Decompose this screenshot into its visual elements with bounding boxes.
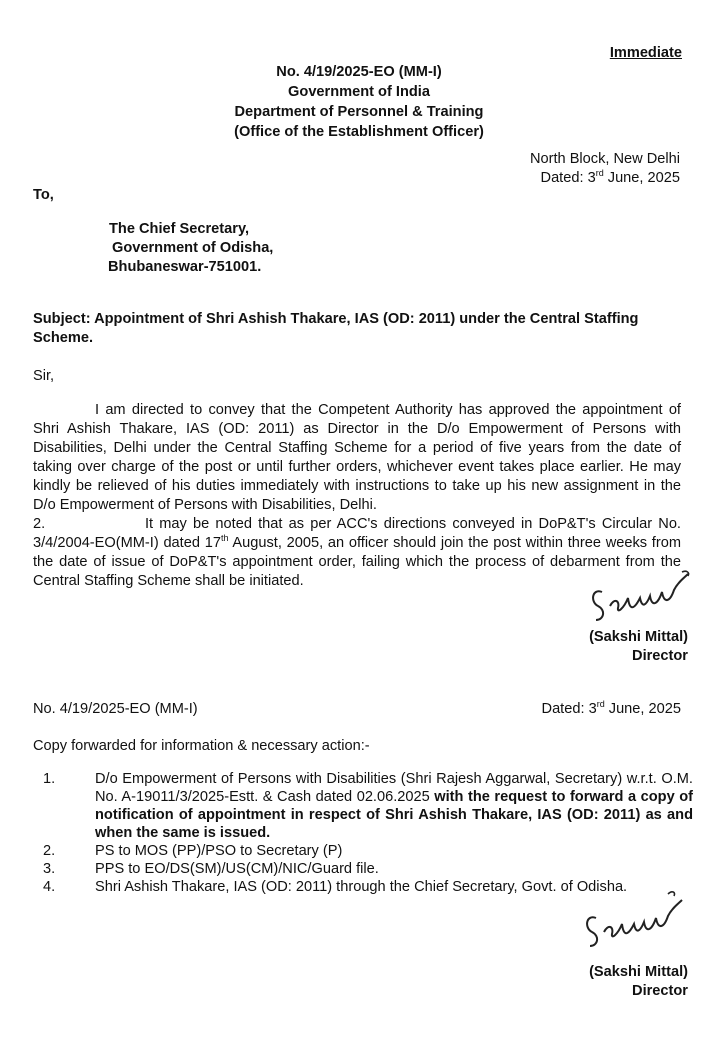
salutation: Sir, [33, 368, 55, 384]
signatory-name: (Sakshi Mittal) [589, 964, 688, 980]
priority-label: Immediate [609, 45, 682, 61]
letter-header [0, 62, 718, 142]
signatory-block-2 [589, 963, 688, 1001]
government-line: Government of India [288, 84, 430, 100]
addressee-block [108, 220, 273, 277]
office-line: (Office of the Establishment Officer) [234, 124, 484, 140]
list-item: 2. PS to MOS (PP)/PSO to Secretary (P) [43, 843, 343, 859]
paragraph-1: I am directed to convey that the Competent Authority has approved the appointment of Shri Ashish Thakare, IAS (OD: 2011) as Director in the D/o Empowerment of Persons with Disabilities, Delhi under the Central Staffing Scheme for a period of five years from the date of taking over charge of the post or until further orders, whichever event takes place earlier. He may kindly be relieved of his duties immediately with instructions to take up his new assignment in the D/o Empowerment of Persons with Disabilities, Delhi. [33, 402, 681, 513]
signature-image [580, 888, 692, 954]
list-item: 1. D/o Empowerment of Persons with Disabilities (Shri Rajesh Aggarwal, Secretary) w.r.t. O.M. No. A-19011/3/2025-Estt. & Cash dated 02.06.2025 with the request to forward a copy of notification of appointment in respect of Shri Ashish Thakare, IAS (OD: 2011) as and when the same is issued. [43, 771, 693, 841]
dated: Dated: 3rd June, 2025 [540, 168, 680, 186]
addressee-line-1: The Chief Secretary, [109, 221, 250, 237]
location: North Block, New Delhi [529, 151, 680, 167]
addressee-line-2: Government of Odisha, [112, 240, 274, 256]
list-item: 4. Shri Ashish Thakare, IAS (OD: 2011) through the Chief Secretary, Govt. of Odisha. [43, 879, 628, 895]
subject-line [33, 310, 681, 348]
endorsement-file-number: No. 4/19/2025-EO (MM-I) [33, 701, 198, 717]
subject-text: Appointment of Shri Ashish Thakare, IAS (OD: 2011) under the Central Staffing Scheme. [33, 311, 639, 346]
signatory-designation: Director [632, 983, 688, 999]
file-number: No. 4/19/2025-EO (MM-I) [276, 64, 442, 80]
to-label: To, [33, 187, 54, 203]
subject-label: Subject: [33, 311, 91, 327]
copy-list [33, 770, 693, 896]
signatory-designation: Director [632, 648, 688, 664]
department-line: Department of Personnel & Training [234, 104, 484, 120]
list-item: 3. PPS to EO/DS(SM)/US(CM)/NIC/Guard file. [43, 861, 379, 877]
signature-image [588, 568, 700, 628]
addressee-line-3: Bhubaneswar-751001. [108, 259, 262, 275]
signatory-name: (Sakshi Mittal) [589, 629, 688, 645]
paragraph-2: 2. It may be noted that as per ACC's directions conveyed in DoP&T's Circular No. 3/4/2004-EO(MM-I) dated 17th August, 2005, an officer should join the post within three weeks from the date of issue of DoP&T's appointment order, failing which the process of debarment from the Central Staffing Scheme shall be initiated. [33, 516, 681, 589]
place-date-block [530, 150, 680, 188]
signatory-block-1 [589, 628, 688, 666]
copy-forwarded-line: Copy forwarded for information & necessary action:- [33, 738, 370, 754]
endorsement-date: Dated: 3rd June, 2025 [541, 699, 681, 717]
